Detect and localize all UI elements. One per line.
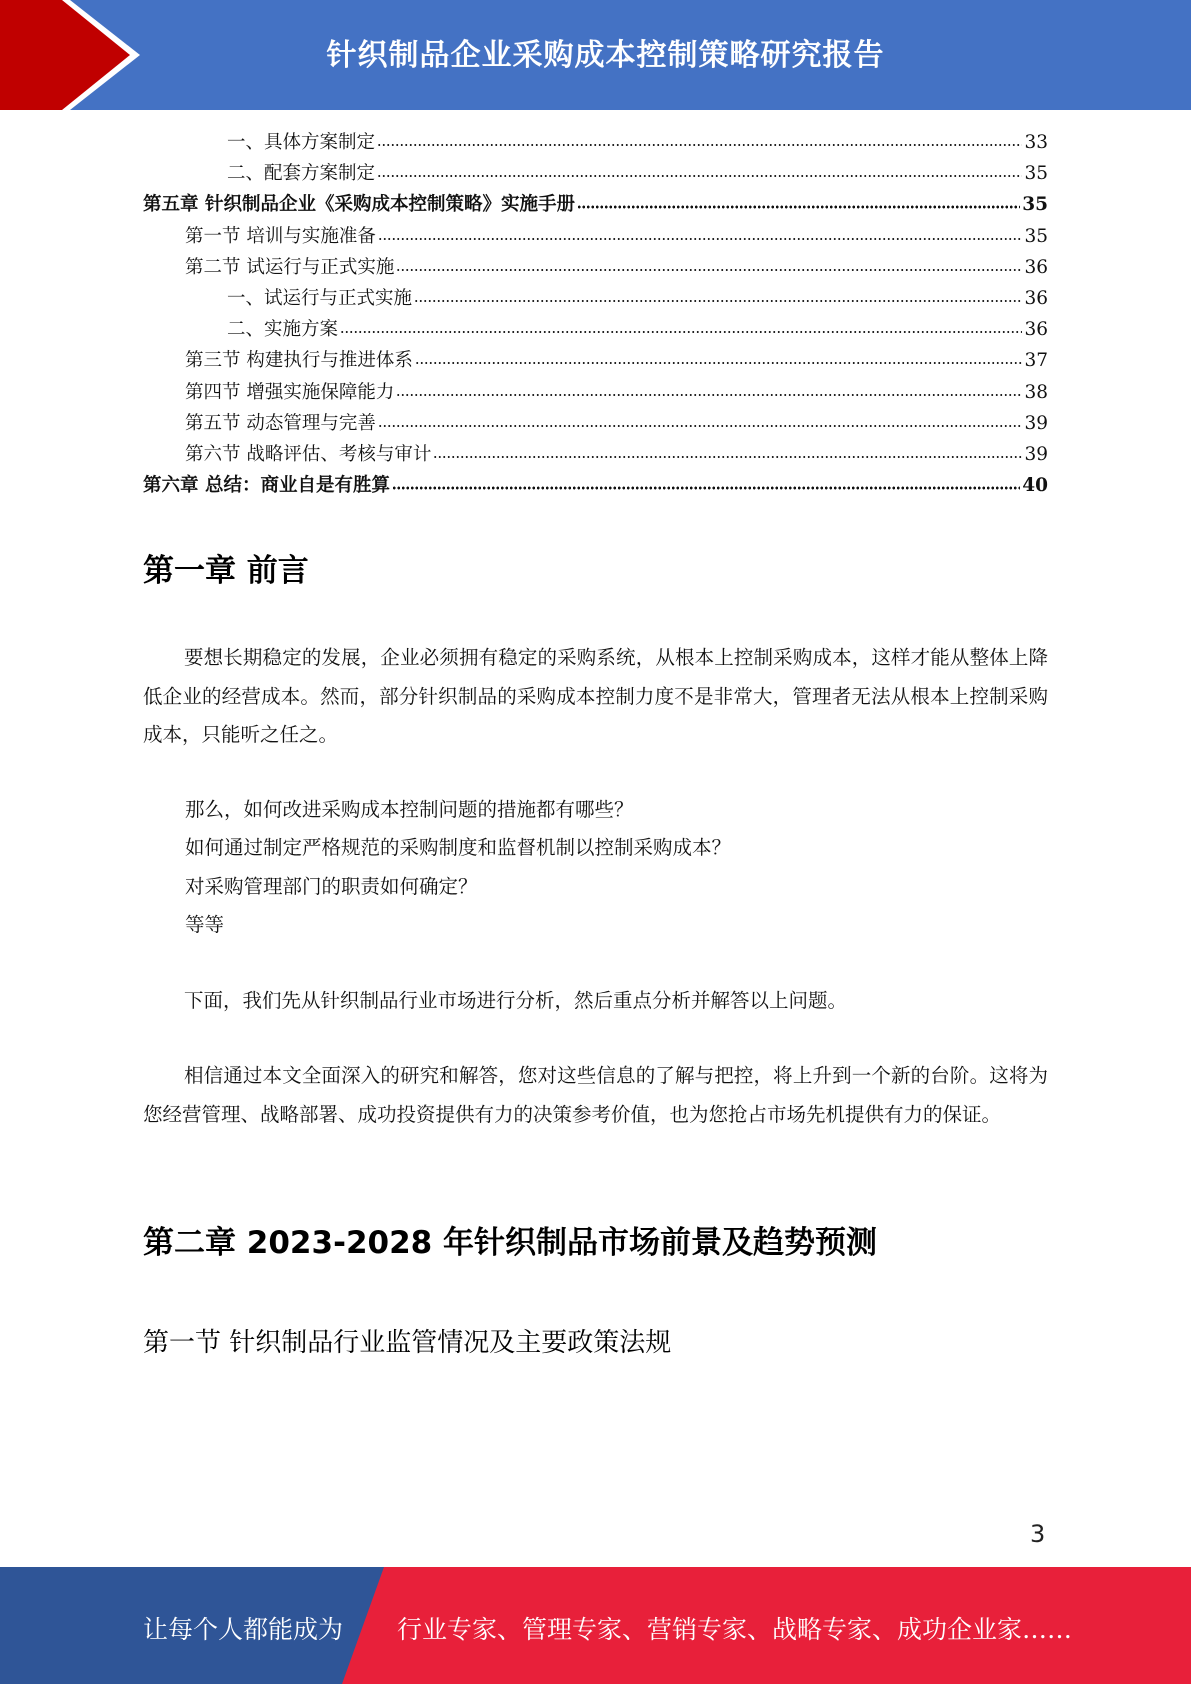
toc-entry[interactable] [143,378,1048,409]
table-of-contents [143,128,1048,502]
chapter-1-paragraph-3: 相信通过本文全面深入的研究和解答，您对这些信息的了解与把控，将上升到一个新的台阶。这将为您经营管理、战略部署、成功投资提供有力的决策参考价值，也为您抢占市场先机提供有力的保证。 [143,1064,1048,1126]
toc-dot-leader [377,143,1022,147]
question-line: 那么，如何改进采购成本控制问题的措施都有哪些？ [185,798,634,821]
page-number: 3 [1030,1520,1046,1548]
question-line: 对采购管理部门的职责如何确定？ [185,875,478,898]
toc-entry-label: 第五节 动态管理与完善 [185,412,376,434]
toc-dot-leader [577,205,1020,209]
toc-entry-label: 二、实施方案 [227,319,339,341]
chapter-1-heading: 第一章 前言 [143,553,309,589]
toc-entry-label: 第三节 构建执行与推进体系 [185,350,413,372]
toc-entry-label: 一、具体方案制定 [227,132,376,153]
toc-entry-page: 35 [1022,194,1048,216]
toc-entry-label: 第二节 试运行与正式实施 [185,256,395,278]
footer-band [0,1567,1191,1684]
toc-entry[interactable] [143,128,1048,159]
toc-chapter-entry[interactable] [143,471,1048,502]
toc-entry-page: 36 [1024,287,1048,309]
toc-dot-leader [396,268,1022,272]
toc-entry[interactable] [143,159,1048,190]
toc-dot-leader [414,299,1022,303]
toc-dot-leader [340,330,1022,334]
question-line: 如何通过制定严格规范的采购制度和监督机制以控制采购成本？ [185,836,732,859]
toc-entry-page: 37 [1024,350,1048,372]
question-line: 等等 [185,913,225,936]
toc-entry[interactable] [143,253,1048,284]
toc-dot-leader [415,361,1023,365]
toc-entry-page: 36 [1024,256,1048,278]
toc-entry-page: 39 [1024,412,1048,434]
toc-dot-leader [378,237,1023,241]
toc-entry-label: 第五章 针织制品企业《采购成本控制策略》实施手册 [143,194,575,216]
report-title: 针织制品企业采购成本控制策略研究报告 [326,38,885,73]
toc-dot-leader [396,393,1022,397]
toc-dot-leader [377,174,1022,178]
toc-entry-page: 36 [1024,319,1048,341]
toc-entry[interactable] [143,346,1048,377]
toc-dot-leader [433,455,1022,459]
toc-entry-page: 38 [1024,381,1048,403]
toc-entry-page: 40 [1022,475,1048,497]
header-band [0,0,1191,110]
toc-entry[interactable] [143,409,1048,440]
toc-chapter-entry[interactable] [143,190,1048,221]
toc-entry[interactable] [143,284,1048,315]
toc-entry-label: 第六节 战略评估、考核与审计 [185,443,432,465]
toc-entry-page: 35 [1024,225,1048,247]
chapter-1-paragraph-1: 要想长期稳定的发展，企业必须拥有稳定的采购系统，从根本上控制采购成本，这样才能从整体上降低企业的经营成本。然而，部分针织制品的采购成本控制力度不是非常大，管理者无法从根本上控制采购成本，只能听之任之。 [143,646,1048,746]
toc-dot-leader [392,486,1020,490]
toc-entry[interactable] [143,222,1048,253]
toc-entry[interactable] [143,440,1048,471]
toc-entry-page: 39 [1024,443,1048,465]
chapter-2-section-1-heading: 第一节 针织制品行业监管情况及主要政策法规 [143,1328,672,1358]
toc-entry-label: 第六章 总结：商业自是有胜算 [143,475,390,497]
toc-entry-label: 第一节 培训与实施准备 [185,225,376,247]
toc-dot-leader [378,424,1023,428]
toc-entry-page: 33 [1024,132,1048,153]
toc-entry-page: 35 [1024,163,1048,185]
toc-entry-label: 第四节 增强实施保障能力 [185,381,395,403]
chapter-1-paragraph-2: 下面，我们先从针织制品行业市场进行分析，然后重点分析并解答以上问题。 [184,989,848,1012]
toc-entry-label: 一、试运行与正式实施 [227,287,413,309]
footer-slogan-left: 让每个人都能成为 [143,1615,344,1644]
footer-slogan-right: 行业专家、管理专家、营销专家、战略专家、成功企业家…… [397,1615,1073,1644]
chapter-2-heading: 第二章 2023-2028 年针织制品市场前景及趋势预测 [143,1225,878,1261]
toc-entry-label: 二、配套方案制定 [227,163,376,185]
toc-entry[interactable] [143,315,1048,346]
